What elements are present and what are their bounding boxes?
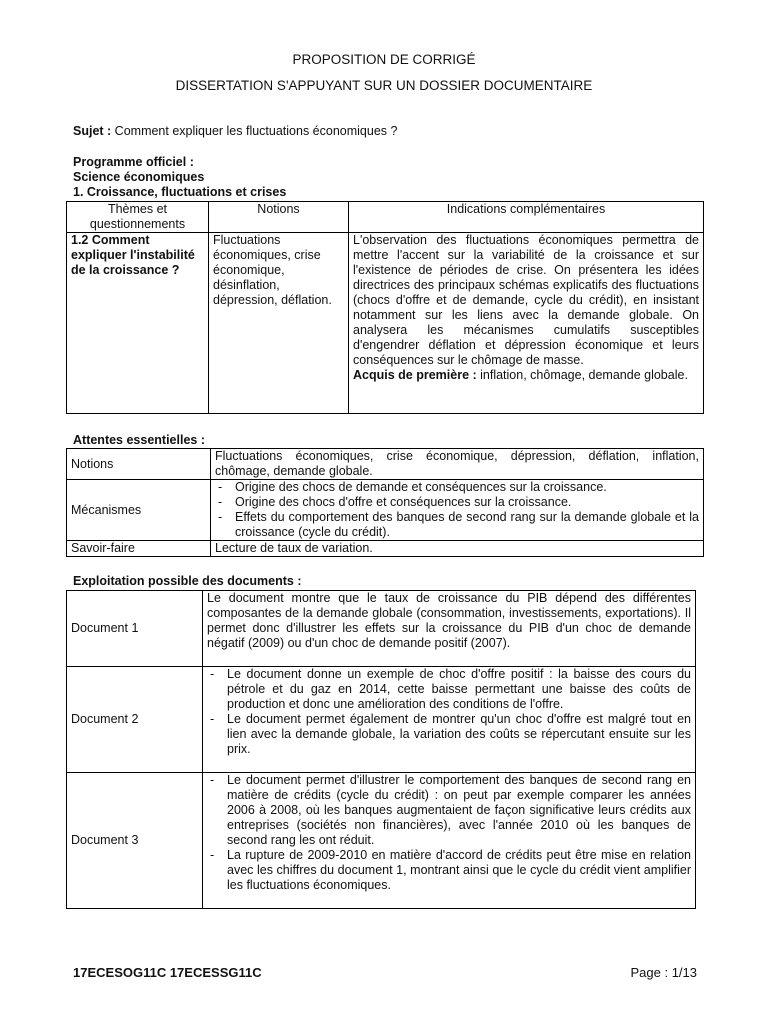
- acquis-text: inflation, chômage, demande globale.: [476, 368, 688, 382]
- doc2-list: [207, 667, 691, 757]
- attentes-table: [66, 448, 704, 557]
- mecanismes-item: - Origine des chocs d'offre et conséquences sur la croissance.: [215, 495, 699, 510]
- indications-text: L'observation des fluctuations économiques permettra de mettre l'accent sur la variabilité de la croissance et sur l'existence de périodes de crise. On présentera les idées directrices des principaux schémas explicatifs des fluctuations (chocs d'offre et de demande, cycle du crédit), en insistant notamment sur les liens avec la demande globale. On analysera les mécanismes cumulatifs susceptibles d'engendrer déflation et dépression économique et leurs conséquences sur le chômage de masse.: [353, 233, 699, 367]
- footer-code: 17ECESOG11C 17ECESSG11C: [73, 965, 262, 980]
- doc1-text: Le document montre que le taux de croissance du PIB dépend des différentes composantes de la demande globale (consommation, investissements, exportations). Il permet donc d'illustrer les effets sur la croissance du PIB d'un choc de demande négatif (2009) ou d'un choc de demande positif (2007).: [203, 591, 696, 667]
- mecanismes-item: - Origine des chocs de demande et conséquences sur la croissance.: [215, 480, 699, 495]
- doc3-label: Document 3: [67, 773, 203, 909]
- mecanismes-list: [215, 480, 699, 540]
- doc2-item: - Le document permet également de montrer qu'un choc d'offre est malgré tout en lien avec la demande globale, la variation des coûts se répercutant ensuite sur les prix.: [207, 712, 691, 757]
- doc1-label: Document 1: [67, 591, 203, 667]
- header-indications: Indications complémentaires: [349, 202, 704, 233]
- attentes-heading: Attentes essentielles :: [73, 433, 205, 447]
- mecanismes-item: - Effets du comportement des banques de second rang sur la demande globale et la croissance (cycle du crédit).: [215, 510, 699, 540]
- document-row-1: [67, 591, 696, 667]
- doc3-item: - Le document permet d'illustrer le comportement des banques de second rang en matière de crédits (cycle du crédit) : on peut par exemple comparer les années 2006 à 2008, où les banques augmentaient de façon significative leurs crédits aux entreprises (sociétés non financières), avec l'année 2010 où les banques de second rang les ont réduit.: [207, 773, 691, 848]
- programme-table-header-row: [67, 202, 704, 233]
- sujet-text: Comment expliquer les fluctuations économiques ?: [111, 124, 398, 138]
- exploitation-heading: Exploitation possible des documents :: [73, 574, 302, 588]
- programme-heading: Programme officiel :: [73, 155, 194, 169]
- document-row-2: [67, 667, 696, 773]
- document-row-3: [67, 773, 696, 909]
- doc2-label: Document 2: [67, 667, 203, 773]
- attentes-mecanismes-label: Mécanismes: [67, 480, 211, 541]
- programme-table-row: [67, 233, 704, 414]
- notions-cell: Fluctuations économiques, crise économique, désinflation, dépression, déflation.: [209, 233, 349, 414]
- header-notions: Notions: [209, 202, 349, 233]
- theme-cell: 1.2 Comment expliquer l'instabilité de la croissance ?: [67, 233, 209, 414]
- programme-table: [66, 201, 704, 414]
- attentes-row-notions: [67, 449, 704, 480]
- exploitation-table: [66, 590, 696, 909]
- attentes-savoir-text: Lecture de taux de variation.: [211, 541, 704, 557]
- sujet-label: Sujet :: [73, 124, 112, 138]
- doc3-cell: [203, 773, 696, 909]
- sujet-line: [73, 124, 703, 139]
- attentes-row-savoir: [67, 541, 704, 557]
- footer-page-number: Page : 1/13: [630, 965, 697, 980]
- attentes-mecanismes-cell: [211, 480, 704, 541]
- acquis-label: Acquis de première :: [353, 368, 477, 382]
- doc3-list: [207, 773, 691, 893]
- document-subtitle: DISSERTATION S'APPUYANT SUR UN DOSSIER DOCUMENTAIRE: [175, 78, 593, 93]
- header-themes: Thèmes et questionnements: [67, 202, 209, 233]
- attentes-savoir-label: Savoir-faire: [67, 541, 211, 557]
- doc2-item: - Le document donne un exemple de choc d'offre positif : la baisse des cours du pétrole et du gaz en 2014, cette baisse permettant une baisse des coûts de production et donc une amélioration des conditions de l'offre.: [207, 667, 691, 712]
- attentes-notions-label: Notions: [67, 449, 211, 480]
- attentes-row-mecanismes: [67, 480, 704, 541]
- attentes-notions-text: Fluctuations économiques, crise économique, dépression, déflation, inflation, chômage, demande globale.: [211, 449, 704, 480]
- programme-science: Science économiques: [73, 170, 205, 184]
- acquis-line: [353, 368, 699, 383]
- indications-cell: [349, 233, 704, 414]
- doc3-item: - La rupture de 2009-2010 en matière d'accord de crédits peut être mise en relation avec les chiffres du document 1, montrant ainsi que le cycle du crédit vient amplifier les fluctuations économiques.: [207, 848, 691, 893]
- document-title: PROPOSITION DE CORRIGÉ: [292, 52, 476, 67]
- programme-section: 1. Croissance, fluctuations et crises: [73, 185, 287, 199]
- doc2-cell: [203, 667, 696, 773]
